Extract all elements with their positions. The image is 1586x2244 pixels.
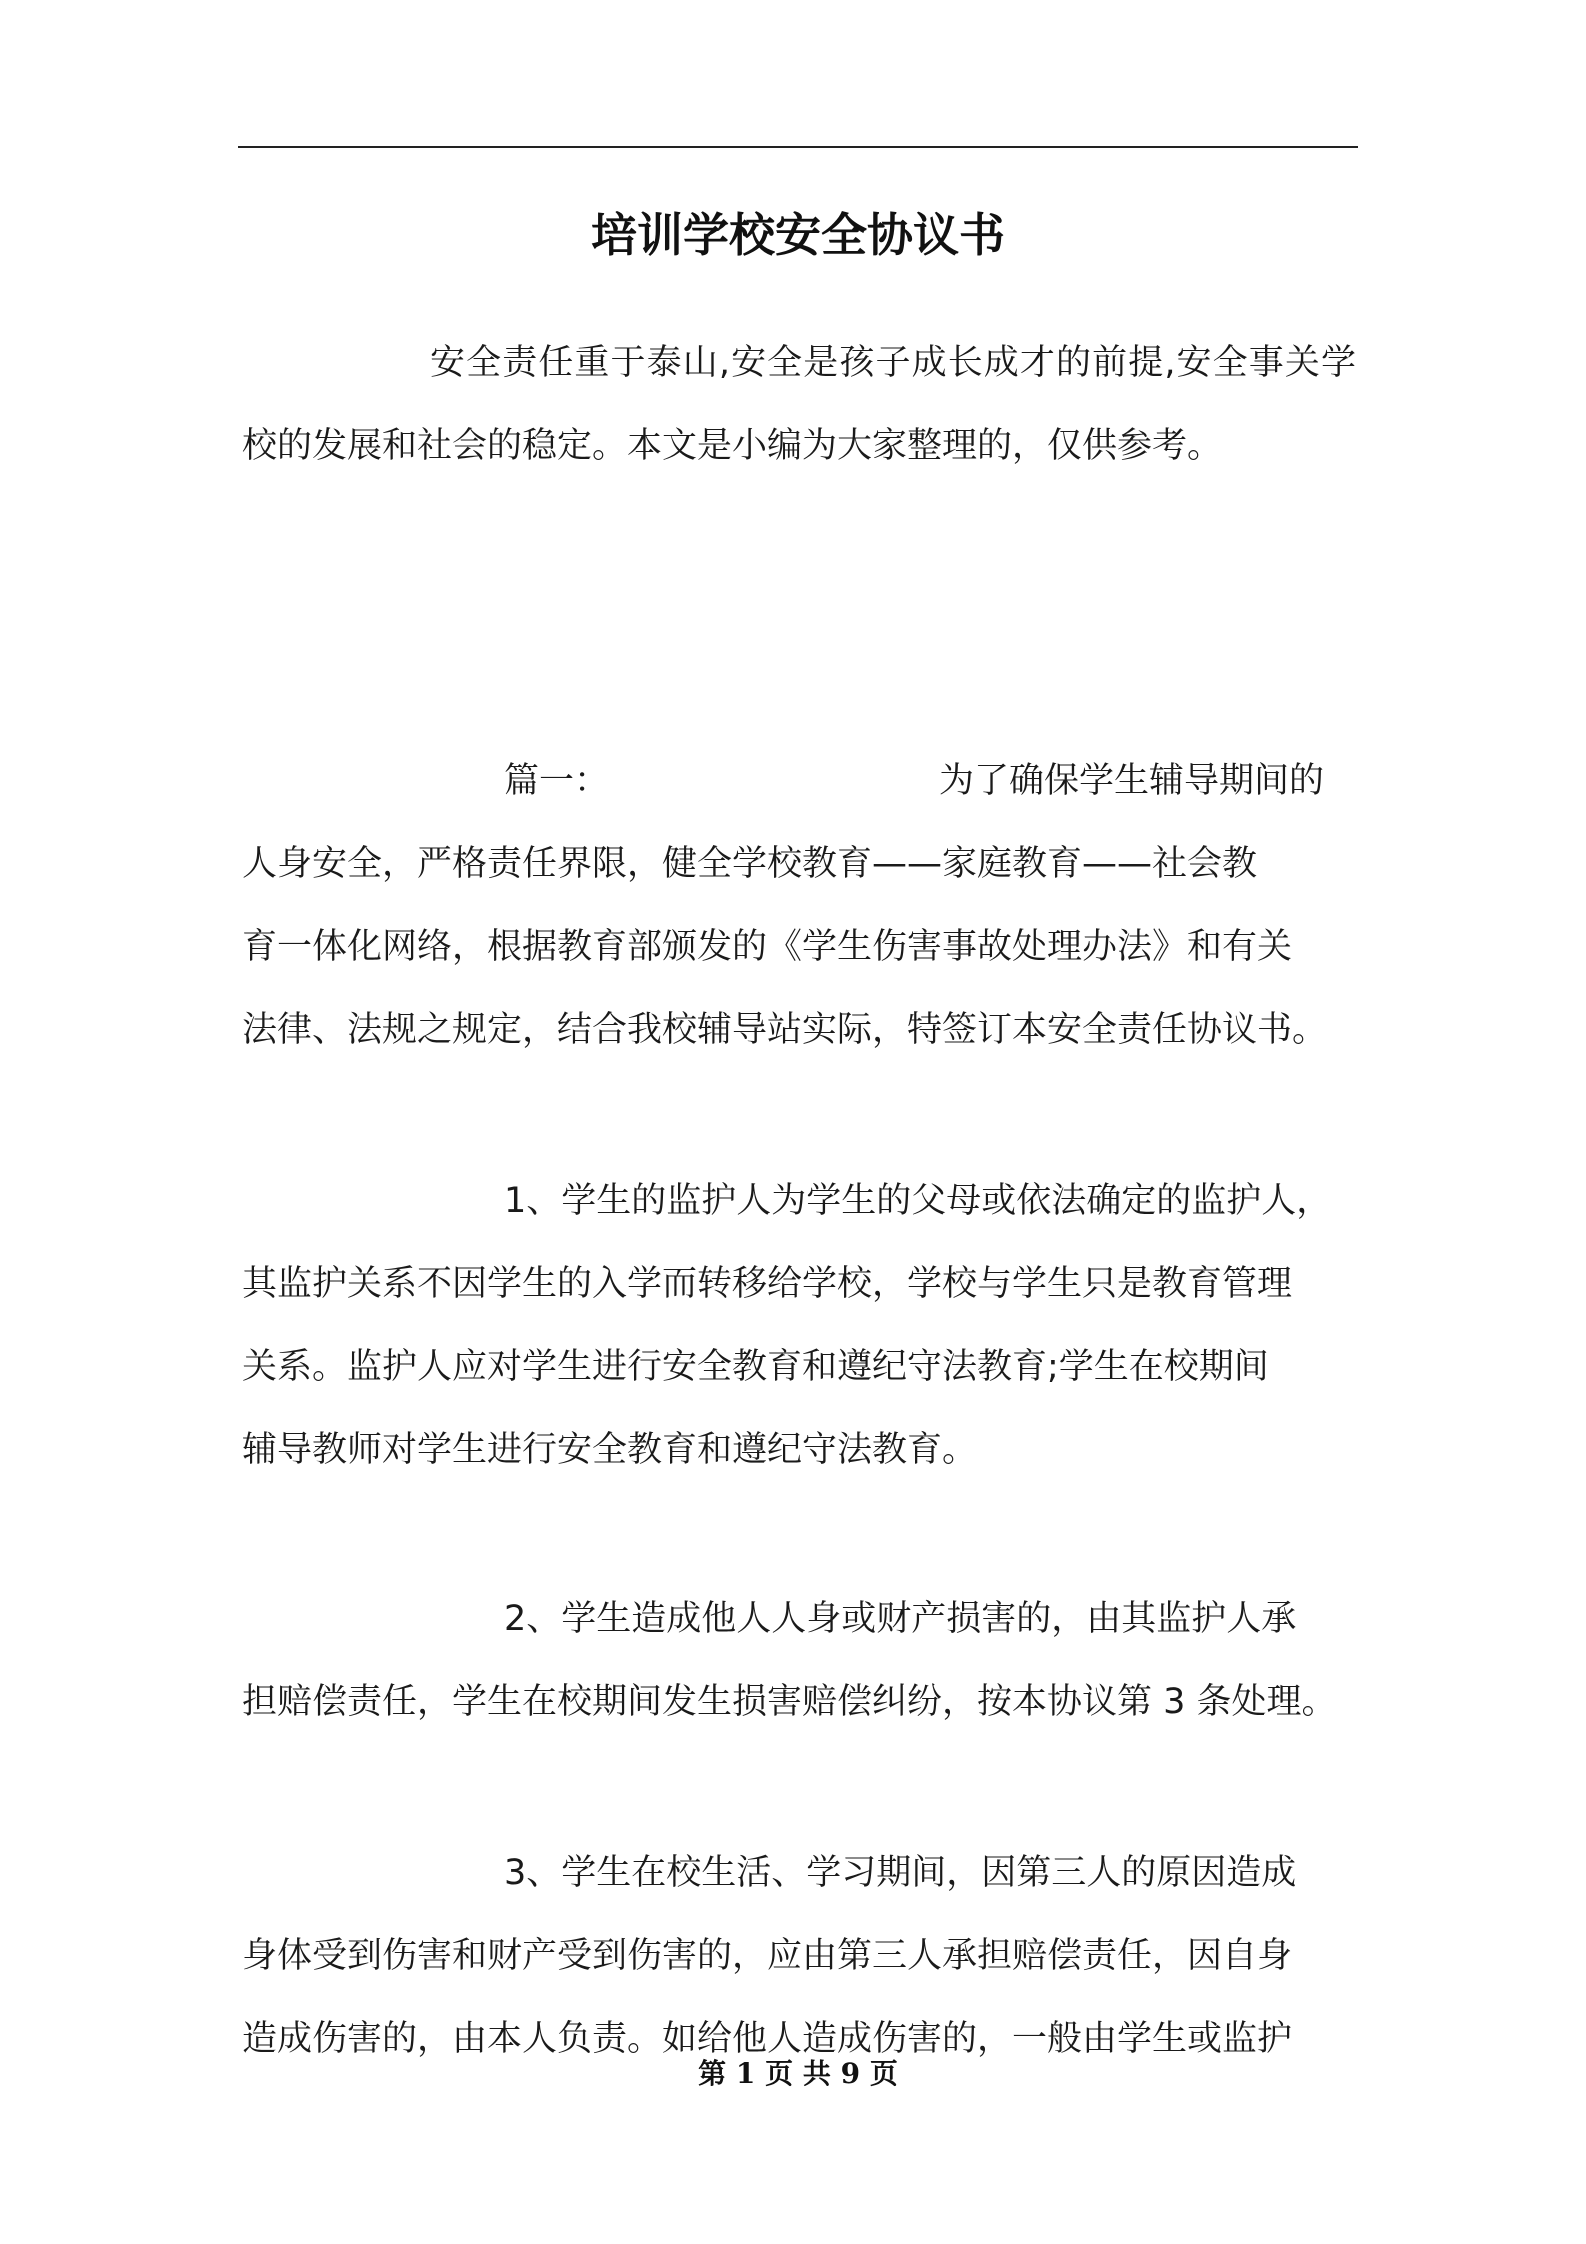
intro-paragraph (242, 322, 1356, 488)
page-number-footer (238, 2052, 1358, 2092)
part1-label: 篇一： (504, 761, 610, 801)
item2-paragraph (242, 1578, 1356, 1744)
part1-paragraph (242, 740, 1356, 1072)
item3-line-1: 3、学生在校生活、学习期间，因第三人的原因造成 (504, 1853, 1297, 1893)
item1-line-2: 其监护关系不因学生的入学而转移给学校，学校与学生只是教育管理 (242, 1264, 1293, 1304)
header-rule (238, 146, 1358, 148)
part1-line-1: 为了确保学生辅导期间的 (939, 761, 1325, 801)
part1-line-4: 法律、法规之规定，结合我校辅导站实际，特签订本安全责任协议书。 (242, 1010, 1328, 1050)
part1-line-2: 人身安全，严格责任界限，健全学校教育——家庭教育——社会教 (242, 844, 1258, 884)
intro-line-2: 学校的发展和社会的稳定。本文是小编为大家整理的，仅供参考。 (242, 343, 1356, 466)
item3-paragraph (242, 1832, 1356, 2081)
item1-line-4: 辅导教师对学生进行安全教育和遵纪守法教育。 (242, 1430, 978, 1470)
page-number-label: 第 1 页 共 9 页 (698, 2057, 898, 2090)
item3-line-3: 造成伤害的，由本人负责。如给他人造成伤害的，一般由学生或监护 (242, 2019, 1293, 2059)
item1-paragraph (242, 1160, 1356, 1492)
item1-line-3: 关系。监护人应对学生进行安全教育和遵纪守法教育;学生在校期间 (242, 1347, 1269, 1387)
part1-line-3: 育一体化网络，根据教育部颁发的《学生伤害事故处理办法》和有关 (242, 927, 1293, 967)
part1-first-line (242, 740, 1356, 823)
item1-line-1: 1、学生的监护人为学生的父母或依法确定的监护人， (504, 1181, 1332, 1221)
item3-line-2: 身体受到伤害和财产受到伤害的，应由第三人承担赔偿责任，因自身 (242, 1936, 1293, 1976)
intro-line-1: 安全责任重于泰山,安全是孩子成长成才的前提,安全事关 (430, 343, 1321, 383)
item2-line-1: 2、学生造成他人人身或财产损害的，由其监护人承 (504, 1599, 1297, 1639)
document-title: 培训学校安全协议书 (591, 208, 1005, 262)
item2-line-2: 担赔偿责任，学生在校期间发生损害赔偿纠纷，按本协议第 3 条处理。 (242, 1682, 1337, 1722)
